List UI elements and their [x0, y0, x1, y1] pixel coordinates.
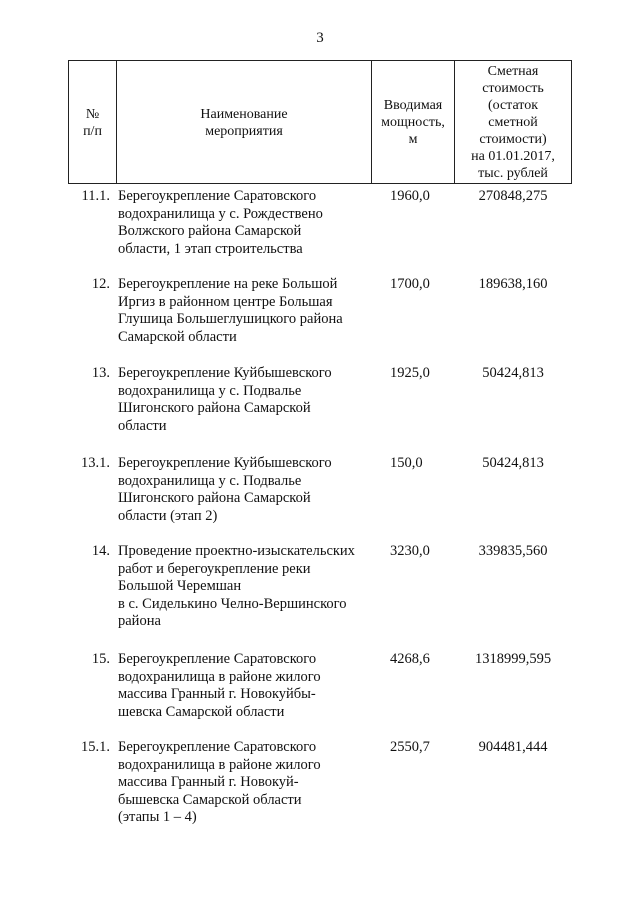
table-row	[68, 543, 572, 651]
row-cost: 50424,813	[482, 365, 544, 381]
row-power: 150,0	[390, 455, 423, 471]
row-name: Берегоукрепление Саратовского водохранилища в районе жилого массива Гранный г. Новокуй- бышевска Самарской области (этапы 1 – 4)	[118, 739, 321, 825]
table-body	[68, 188, 572, 831]
header-col-number: № п/п	[69, 61, 117, 184]
row-cost: 339835,560	[478, 543, 548, 559]
row-power: 1960,0	[390, 188, 430, 204]
row-number: 13.1.	[81, 455, 110, 471]
table-row	[68, 739, 572, 831]
page-number: 3	[316, 30, 324, 46]
row-cost: 270848,275	[478, 188, 548, 204]
row-cost: 50424,813	[482, 455, 544, 471]
table-row	[68, 276, 572, 365]
row-power: 3230,0	[390, 543, 430, 559]
row-number: 12.	[91, 276, 110, 292]
row-power: 4268,6	[390, 651, 430, 667]
row-name: Берегоукрепление Саратовского водохранилища в районе жилого массива Гранный г. Новокуйбы- шевска Самарской области	[118, 651, 321, 720]
row-name: Берегоукрепление Куйбышевского водохранилища у с. Подвалье Шигонского района Самарской области	[118, 365, 332, 434]
table-header	[68, 60, 572, 184]
row-name: Берегоукрепление на реке Большой Иргиз в районном центре Большая Глушица Большеглушицкого района Самарской области	[118, 276, 343, 345]
row-cost: 1318999,595	[474, 651, 552, 667]
row-number: 11.1.	[81, 188, 110, 204]
row-cost: 904481,444	[478, 739, 548, 755]
row-power: 1700,0	[390, 276, 430, 292]
row-number: 15.1.	[81, 739, 110, 755]
table-row	[68, 188, 572, 276]
row-number: 14.	[91, 543, 110, 559]
row-number: 15.	[91, 651, 110, 667]
table-row	[68, 455, 572, 543]
row-cost: 189638,160	[478, 276, 548, 292]
row-name: Берегоукрепление Саратовского водохранилища у с. Рождествено Волжского района Самарской области, 1 этап строительства	[118, 188, 323, 257]
row-number: 13.	[91, 365, 110, 381]
row-power: 1925,0	[390, 365, 430, 381]
header-col-name: Наименование мероприятия	[117, 61, 372, 184]
header-col-power: Вводимая мощность, м	[372, 61, 455, 184]
row-name: Берегоукрепление Куйбышевского водохранилища у с. Подвалье Шигонского района Самарской области (этап 2)	[118, 455, 332, 524]
table-row	[68, 365, 572, 455]
row-name: Проведение проектно-изыскательских работ и берегоукрепление реки Большой Черемшан в с. Сиделькино Челно-Вершинского района	[118, 543, 355, 629]
table-row	[68, 651, 572, 739]
row-power: 2550,7	[390, 739, 430, 755]
header-col-cost: Сметная стоимость (остаток сметной стоимости) на 01.01.2017, тыс. рублей	[471, 64, 555, 181]
